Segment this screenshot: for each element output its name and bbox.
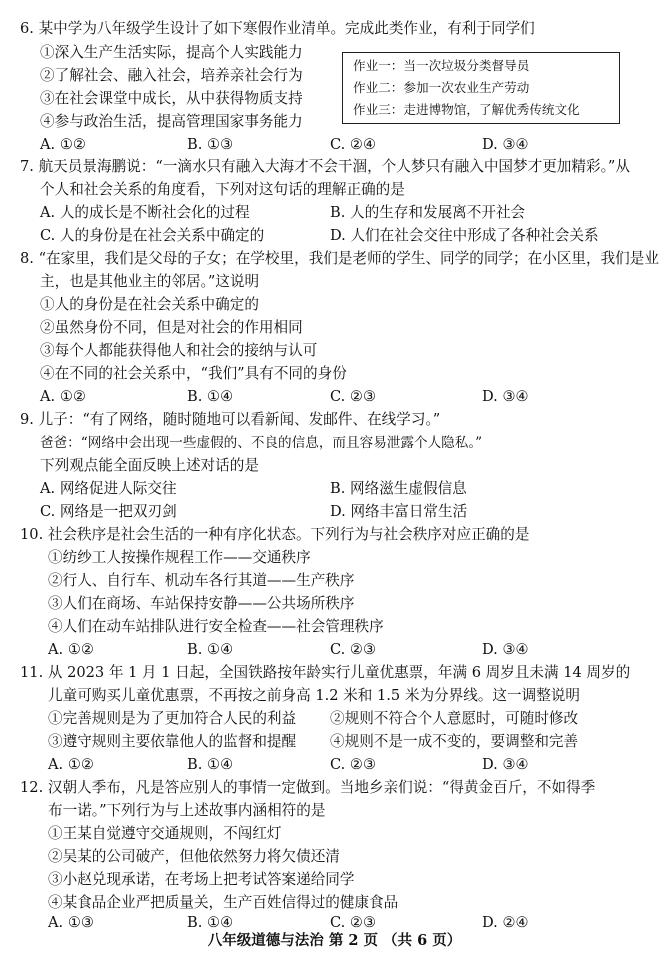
q6-item-3: ③在社会课堂中成长，从中获得物质支持 [40,90,303,107]
q11-item-2: ②规则不符合个人意愿时，可随时修改 [330,710,579,727]
q9-stem-3: 下列观点能全面反映上述对话的是 [40,457,259,474]
q7-option-d[interactable]: D. 人们在社会交往中形成了各种社会关系 [330,227,599,244]
q6-option-c[interactable]: C. ②④ [330,136,377,153]
q9-options-row1 [40,478,640,500]
q11-option-c[interactable]: C. ②③ [330,756,377,773]
q12-option-c[interactable]: C. ②③ [330,914,377,931]
q10-option-d[interactable]: D. ③④ [482,641,529,658]
q9-option-c[interactable]: C. 网络是一把双刃剑 [40,503,177,520]
q11-item-1: ①完善规则是为了更加符合人民的利益 [48,710,297,727]
q12-item-4: ④某食品企业严把质量关，生产百姓信得过的健康食品 [48,894,399,911]
q10-options [48,639,648,661]
q12-option-a[interactable]: A. ①③ [48,914,94,931]
q11-item-3: ③遵守规则主要依靠他人的监督和提醒 [48,733,297,750]
q9-option-a[interactable]: A. 网络促进人际交往 [40,480,177,497]
q10-item-1: ①纺纱工人按操作规程工作——交通秩序 [48,549,311,566]
q9-stem-2: 爸爸：“网络中会出现一些虚假的、不良的信息，而且容易泄露个人隐私。” [40,435,483,451]
q8-option-d[interactable]: D. ③④ [482,388,529,405]
q8-item-3: ③每个人都能获得他人和社会的接纳与认可 [40,342,318,359]
q9-stem-1: 9. 儿子：“有了网络，随时随地可以看新闻、发邮件、在线学习。” [20,411,441,428]
q10-item-4: ④人们在动车站排队进行安全检查——社会管理秩序 [48,618,384,635]
q6-item-2: ②了解社会、融入社会，培养亲社会行为 [40,67,303,84]
q6-options [40,134,640,156]
q8-option-b[interactable]: B. ①④ [187,388,234,405]
q6-stem: 6. 某中学为八年级学生设计了如下寒假作业清单。完成此类作业，有利于同学们 [20,20,535,37]
page-footer: 八年级道德与法治 第 2 页 （共 6 页） [207,932,462,949]
q6-item-4: ④参与政治生活，提高管理国家事务能力 [40,113,303,130]
q9-option-b[interactable]: B. 网络滋生虚假信息 [330,480,467,497]
q10-option-b[interactable]: B. ①④ [187,641,234,658]
q7-options-row2 [40,225,640,247]
homework-2: 作业二：参加一次农业生产劳动 [353,80,530,95]
q12-stem-2: 布一诺。”下列行为与上述故事内涵相符的是 [48,802,326,819]
homework-3: 作业三：走进博物馆，了解优秀传统文化 [353,102,580,117]
homework-1: 作业一：当一次垃圾分类督导员 [353,58,530,73]
q6-option-a[interactable]: A. ①② [40,136,86,153]
q7-option-b[interactable]: B. 人的生存和发展离不开社会 [330,204,526,221]
q9-options-row2 [40,501,640,523]
q8-item-4: ④在不同的社会关系中，“我们”具有不同的身份 [40,365,347,382]
q6-option-b[interactable]: B. ①③ [187,136,234,153]
q8-option-c[interactable]: C. ②③ [330,388,377,405]
q12-item-1: ①王某自觉遵守交通规则，不闯红灯 [48,825,282,842]
q11-option-b[interactable]: B. ①④ [187,756,234,773]
q12-item-2: ②吴某的公司破产，但他依然努力将欠债还清 [48,848,340,865]
q6-item-1: ①深入生产生活实际，提高个人实践能力 [40,44,303,61]
q11-item-4: ④规则不是一成不变的，要调整和完善 [330,733,579,750]
q8-item-2: ②虽然身份不同，但是对社会的作用相同 [40,319,303,336]
q11-stem-1: 11. 从 2023 年 1 月 1 日起，全国铁路按年龄实行儿童优惠票，年满 6 周岁且未满 14 周岁的 [20,664,631,681]
q10-item-2: ②行人、自行车、机动车各行其道——生产秩序 [48,572,355,589]
q12-stem-1: 12. 汉朝人季布，凡是答应别人的事情一定做到。当地乡亲们说：“得黄金百斤，不如得季 [20,779,596,796]
q9-option-d[interactable]: D. 网络丰富日常生活 [330,503,468,520]
q6-option-d[interactable]: D. ③④ [482,136,529,153]
q7-options-row1 [40,202,640,224]
q10-option-a[interactable]: A. ①② [48,641,94,658]
homework-list-box [342,52,620,124]
q8-options [40,386,640,408]
q10-item-3: ③人们在商场、车站保持安静——公共场所秩序 [48,595,355,612]
q8-stem-1: 8. “在家里，我们是父母的子女；在学校里，我们是老师的学生、同学的同学；在小区里，我们是业 [20,250,659,267]
q7-option-c[interactable]: C. 人的身份是在社会关系中确定的 [40,227,265,244]
q8-item-1: ①人的身份是在社会关系中确定的 [40,296,259,313]
q11-option-d[interactable]: D. ③④ [482,756,529,773]
q8-stem-2: 主，也是其他业主的邻居。”这说明 [40,273,260,290]
q11-option-a[interactable]: A. ①② [48,756,94,773]
q7-stem-1: 7. 航天员景海鹏说：“一滴水只有融入大海才不会干涸，个人梦只有融入中国梦才更加精彩。”从 [20,158,630,175]
q12-item-3: ③小赵兑现承诺，在考场上把考试答案递给同学 [48,871,355,888]
q12-option-b[interactable]: B. ①④ [187,914,234,931]
q10-option-c[interactable]: C. ②③ [330,641,377,658]
q12-option-d[interactable]: D. ②④ [482,914,529,931]
q11-stem-2: 儿童可购买儿童优惠票，不再按之前身高 1.2 米和 1.5 米为分界线。这一调整说明 [48,687,580,704]
q7-option-a[interactable]: A. 人的成长是不断社会化的过程 [40,204,250,221]
q7-stem-2: 个人和社会关系的角度看，下列对这句话的理解正确的是 [40,181,405,198]
q10-stem: 10. 社会秩序是社会生活的一种有序化状态。下列行为与社会秩序对应正确的是 [20,526,530,543]
q11-options [48,754,648,776]
q8-option-a[interactable]: A. ①② [40,388,86,405]
